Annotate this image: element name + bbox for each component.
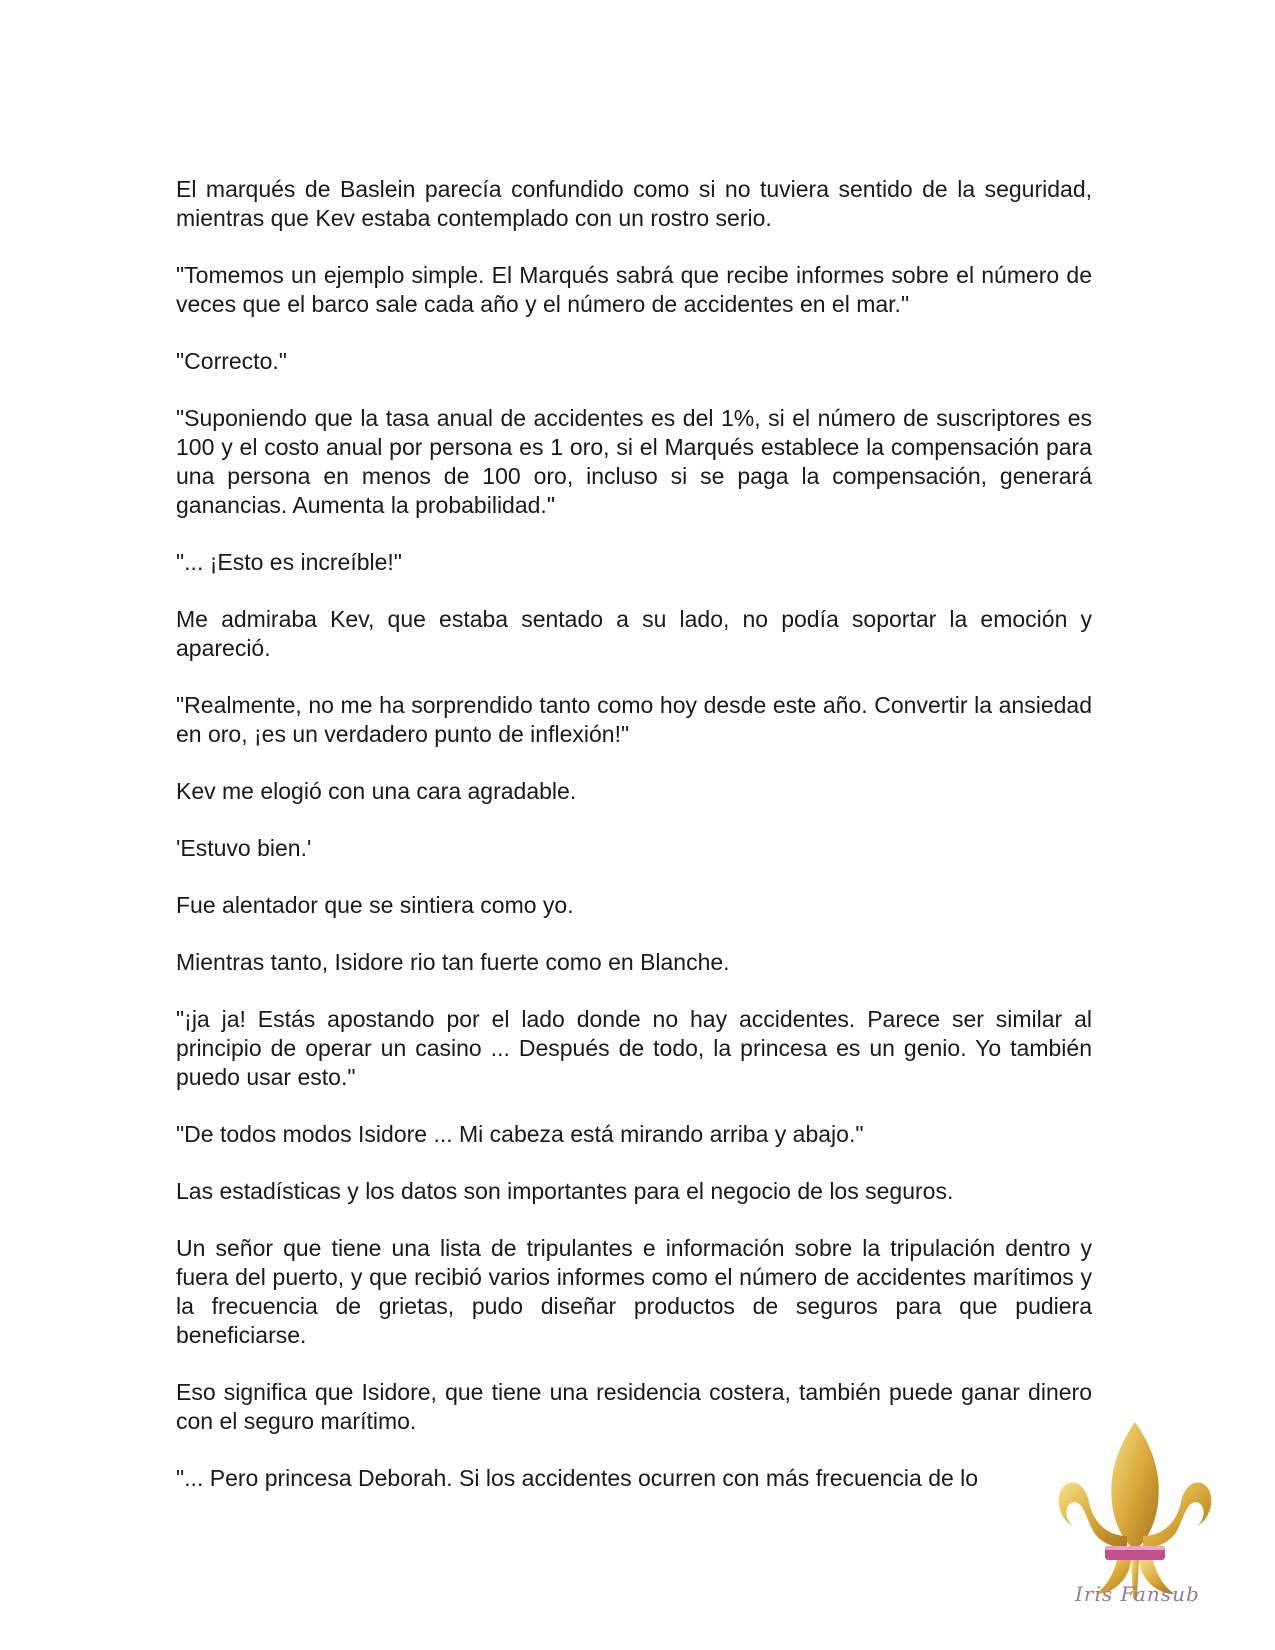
paragraph-5: "... ¡Esto es increíble!" — [176, 549, 402, 575]
paragraph-17: "... Pero princesa Deborah. Si los accidentes ocurren con más frecuencia de lo — [176, 1465, 979, 1491]
paragraph-6: Me admiraba Kev, que estaba sentado a su lado, no podía soportar la emoción y apareció. — [176, 606, 1092, 661]
paragraph-8: Kev me elogió con una cara agradable. — [176, 778, 577, 804]
paragraph-14: Las estadísticas y los datos son importantes para el negocio de los seguros. — [176, 1178, 954, 1204]
paragraph-15: Un señor que tiene una lista de tripulantes e información sobre la tripulación dentro y fuera del puerto, y que recibió varios informes como el número de accidentes marítimos y la frecuencia de grietas, pudo diseñar productos de seguros para que pudiera beneficiarse. — [176, 1235, 1092, 1348]
paragraph-2: "Tomemos un ejemplo simple. El Marqués sabrá que recibe informes sobre el número de veces que el barco sale cada año y el número de accidentes en el mar." — [176, 262, 1092, 317]
paragraph-11: Mientras tanto, Isidore rio tan fuerte como en Blanche. — [176, 949, 730, 975]
paragraph-3: "Correcto." — [176, 348, 287, 374]
paragraph-4: "Suponiendo que la tasa anual de accidentes es del 1%, si el número de suscriptores es 100 y el costo anual por persona es 1 oro, si el Marqués establece la compensación para una persona en menos de 100 oro, incluso si se paga la compensación, generará ganancias. Aumenta la probabilidad." — [176, 405, 1092, 518]
paragraph-1: El marqués de Baslein parecía confundido como si no tuviera sentido de la seguridad, mientras que Kev estaba contemplado con un rostro serio. — [176, 176, 1092, 231]
paragraph-16: Eso significa que Isidore, que tiene una residencia costera, también puede ganar dinero con el seguro marítimo. — [176, 1379, 1092, 1434]
document-body — [176, 175, 1092, 1493]
paragraph-13: "De todos modos Isidore ... Mi cabeza está mirando arriba y abajo." — [176, 1121, 864, 1147]
paragraph-7: "Realmente, no me ha sorprendido tanto como hoy desde este año. Convertir la ansiedad en oro, ¡es un verdadero punto de inflexión!" — [176, 692, 1092, 747]
paragraph-12: "¡ja ja! Estás apostando por el lado donde no hay accidentes. Parece ser similar al principio de operar un casino ... Después de todo, la princesa es un genio. Yo también puedo usar esto." — [176, 1006, 1092, 1090]
fansub-signature: Iris Fansub — [1075, 1582, 1200, 1606]
paragraph-9: 'Estuvo bien.' — [176, 835, 312, 861]
paragraph-10: Fue alentador que se sintiera como yo. — [176, 892, 574, 918]
